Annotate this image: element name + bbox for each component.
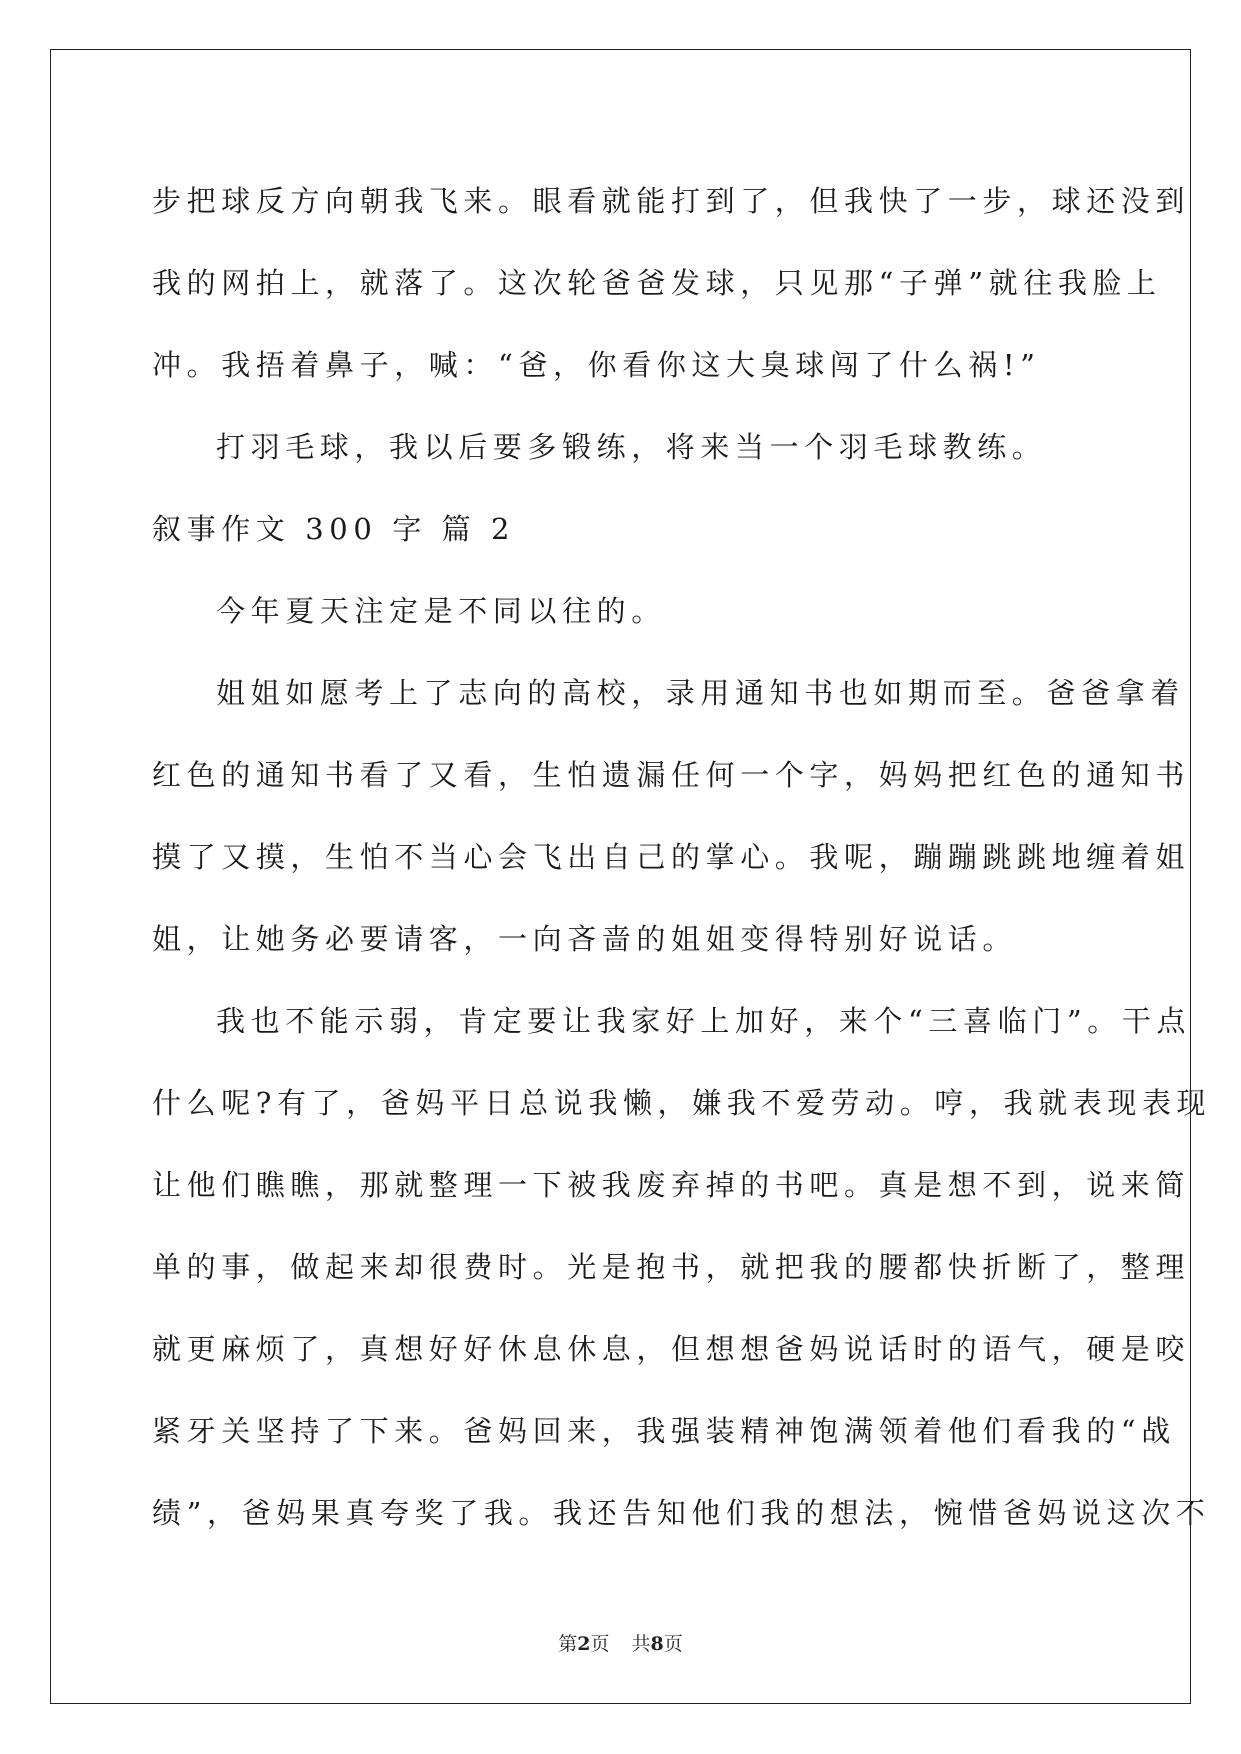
total-prefix: 共 [631, 1633, 651, 1655]
text-line: 步把球反方向朝我飞来。眼看就能打到了，但我快了一步，球还没到 [152, 184, 1191, 218]
total-pages: 8 [650, 1633, 664, 1655]
page-suffix: 页 [590, 1633, 610, 1655]
text-line: 单的事，做起来却很费时。光是抱书，就把我的腰都快折断了，整理 [152, 1250, 1191, 1284]
text-line: 姐，让她务必要请客，一向吝啬的姐姐变得特别好说话。 [152, 922, 1018, 956]
page-number: 2 [577, 1633, 591, 1655]
text-line: 我也不能示弱，肯定要让我家好上加好，来个“三喜临门”。干点 [216, 1004, 1192, 1038]
text-line: 让他们瞧瞧，那就整理一下被我废弃掉的书吧。真是想不到，说来简 [152, 1168, 1191, 1202]
text-line: 什么呢?有了，爸妈平日总说我懒，嫌我不爱劳动。哼，我就表现表现 [152, 1086, 1212, 1120]
text-line: 打羽毛球，我以后要多锻练，将来当一个羽毛球教练。 [216, 430, 1047, 464]
text-line: 摸了又摸，生怕不当心会飞出自己的掌心。我呢，蹦蹦跳跳地缠着姐 [152, 840, 1191, 874]
page-prefix: 第 [558, 1633, 578, 1655]
text-line: 我的网拍上，就落了。这次轮爸爸发球，只见那“子弹”就往我脸上 [152, 266, 1162, 300]
text-line: 绩”，爸妈果真夸奖了我。我还告知他们我的想法，惋惜爸妈说这次不 [152, 1496, 1211, 1530]
text-line: 红色的通知书看了又看，生怕遗漏任何一个字，妈妈把红色的通知书 [152, 758, 1191, 792]
document-body [152, 160, 1212, 1554]
text-line: 紧牙关坚持了下来。爸妈回来，我强装精神饱满领着他们看我的“战 [152, 1414, 1176, 1448]
section-heading: 叙事作文 300 字 篇 2 [152, 512, 516, 546]
text-line: 冲。我捂着鼻子，喊：“爸，你看你这大臭球闯了什么祸!” [152, 348, 1041, 382]
text-line: 今年夏天注定是不同以往的。 [216, 594, 666, 628]
text-line: 就更麻烦了，真想好好休息休息，但想想爸妈说话时的语气，硬是咬 [152, 1332, 1191, 1366]
total-suffix: 页 [663, 1633, 683, 1655]
text-line: 姐姐如愿考上了志向的高校，录用通知书也如期而至。爸爸拿着 [216, 676, 1185, 710]
page-footer [0, 1629, 1241, 1656]
